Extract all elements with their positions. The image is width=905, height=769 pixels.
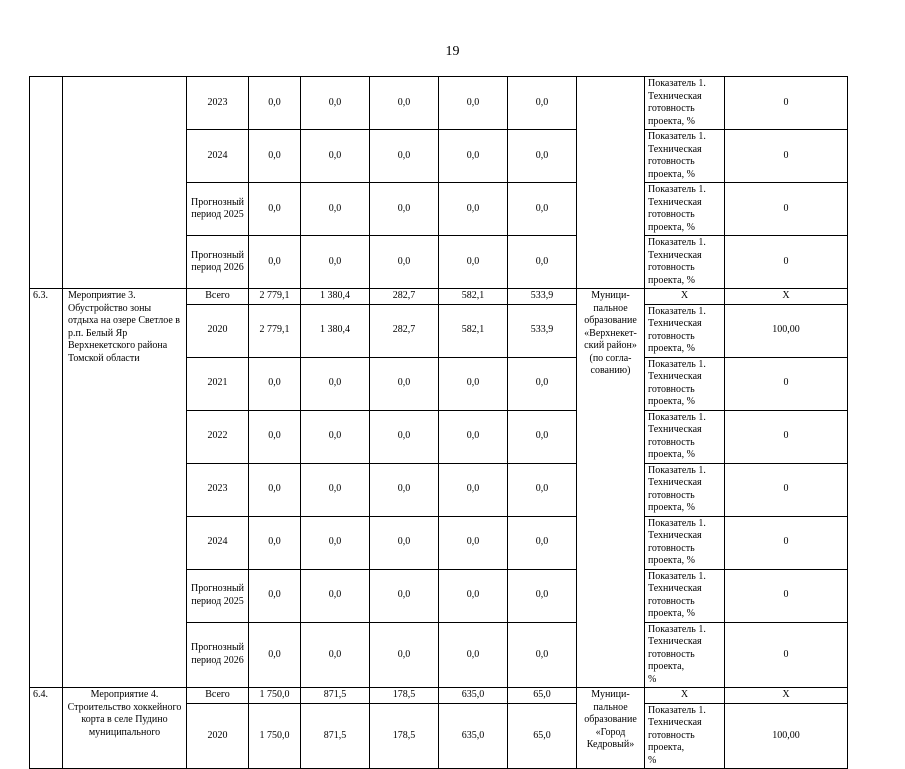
period-cell: 2023 <box>187 77 249 130</box>
indicator-value-cell: 0 <box>725 463 848 516</box>
value-cell: 0,0 <box>439 569 508 622</box>
value-cell: 0,0 <box>301 516 370 569</box>
indicator-value-cell: 0 <box>725 357 848 410</box>
indicator-value-cell: 100,00 <box>725 304 848 357</box>
value-cell: 871,5 <box>301 688 370 704</box>
executor-cell <box>577 77 645 289</box>
period-cell: Прогнозный период 2026 <box>187 236 249 289</box>
period-cell: Всего <box>187 289 249 305</box>
value-cell: 1 380,4 <box>301 304 370 357</box>
indicator-cell: Показатель 1. Техническая готовность проекта, % <box>645 463 725 516</box>
period-cell: Всего <box>187 688 249 704</box>
value-cell: 635,0 <box>439 703 508 769</box>
value-cell: 0,0 <box>370 410 439 463</box>
number-cell <box>30 77 63 289</box>
value-cell: 0,0 <box>370 357 439 410</box>
value-cell: 0,0 <box>439 516 508 569</box>
cross-mark: Х <box>725 289 848 305</box>
indicator-value-cell: 0 <box>725 516 848 569</box>
cross-mark: Х <box>645 289 725 305</box>
value-cell: 2 779,1 <box>249 304 301 357</box>
period-cell: Прогнозный период 2025 <box>187 569 249 622</box>
value-cell: 282,7 <box>370 304 439 357</box>
value-cell: 0,0 <box>249 463 301 516</box>
indicator-value-cell: 100,00 <box>725 703 848 769</box>
measure-name: Мероприятие 4. Строительство хоккейного корта в селе Пудино муниципального <box>63 688 187 769</box>
value-cell: 0,0 <box>508 410 577 463</box>
value-cell: 0,0 <box>370 130 439 183</box>
period-cell: Прогнозный период 2025 <box>187 183 249 236</box>
indicator-value-cell: 0 <box>725 236 848 289</box>
number-cell <box>30 516 63 688</box>
indicator-cell: Показатель 1. Техническая готовность проекта, % <box>645 304 725 357</box>
executor-cell: Муници-пальное образование «Город Кедровый» <box>577 688 645 769</box>
value-cell: 0,0 <box>370 569 439 622</box>
value-cell: 582,1 <box>439 289 508 305</box>
value-cell: 0,0 <box>508 77 577 130</box>
indicator-value-cell: 0 <box>725 622 848 688</box>
value-cell: 0,0 <box>439 77 508 130</box>
indicator-cell: Показатель 1. Техническая готовность проекта, % <box>645 410 725 463</box>
value-cell: 582,1 <box>439 304 508 357</box>
program-measures-table <box>29 76 905 769</box>
value-cell: 635,0 <box>439 688 508 704</box>
value-cell: 0,0 <box>249 130 301 183</box>
measure-name-cell <box>63 77 187 289</box>
page-number: 19 <box>0 44 905 60</box>
value-cell: 0,0 <box>439 410 508 463</box>
period-cell: 2023 <box>187 463 249 516</box>
value-cell: 0,0 <box>301 357 370 410</box>
period-cell: 2024 <box>187 130 249 183</box>
value-cell: 0,0 <box>370 516 439 569</box>
value-cell: 0,0 <box>508 622 577 688</box>
value-cell: 0,0 <box>301 77 370 130</box>
value-cell: 65,0 <box>508 703 577 769</box>
value-cell: 0,0 <box>301 183 370 236</box>
period-cell: 2020 <box>187 703 249 769</box>
value-cell: 0,0 <box>508 569 577 622</box>
cross-mark: Х <box>645 688 725 704</box>
value-cell: 0,0 <box>370 236 439 289</box>
indicator-cell: Показатель 1. Техническая готовность проекта, % <box>645 516 725 569</box>
value-cell: 0,0 <box>301 236 370 289</box>
value-cell: 178,5 <box>370 703 439 769</box>
indicator-cell: Показатель 1. Техническая готовность проекта, % <box>645 569 725 622</box>
period-cell: 2022 <box>187 410 249 463</box>
value-cell: 533,9 <box>508 289 577 305</box>
value-cell: 0,0 <box>370 77 439 130</box>
value-cell: 0,0 <box>439 236 508 289</box>
value-cell: 0,0 <box>439 622 508 688</box>
table-row <box>30 289 905 305</box>
value-cell: 0,0 <box>301 410 370 463</box>
indicator-value-cell: 0 <box>725 77 848 130</box>
indicator-value-cell: 0 <box>725 569 848 622</box>
value-cell: 0,0 <box>370 183 439 236</box>
indicator-value-cell: 0 <box>725 130 848 183</box>
value-cell: 0,0 <box>249 410 301 463</box>
value-cell: 0,0 <box>370 463 439 516</box>
indicator-cell: Показатель 1. Техническая готовность проекта, % <box>645 236 725 289</box>
value-cell: 0,0 <box>249 569 301 622</box>
value-cell: 1 750,0 <box>249 703 301 769</box>
indicator-cell <box>645 622 725 688</box>
indicator-value-cell: 0 <box>725 410 848 463</box>
measure-name: Мероприятие 3. Обустройство зоны отдыха на озере Светлое в р.п. Белый Яр Верхнекетского района Томской области <box>63 289 187 688</box>
period-cell: Прогнозный период 2026 <box>187 622 249 688</box>
value-cell: 0,0 <box>249 183 301 236</box>
value-cell: 0,0 <box>249 77 301 130</box>
value-cell: 871,5 <box>301 703 370 769</box>
indicator-value-cell: 0 <box>725 183 848 236</box>
cross-mark: Х <box>725 688 848 704</box>
value-cell: 0,0 <box>508 183 577 236</box>
period-cell: 2020 <box>187 304 249 357</box>
period-cell: 2021 <box>187 357 249 410</box>
value-cell: 0,0 <box>301 463 370 516</box>
value-cell: 0,0 <box>301 569 370 622</box>
value-cell: 282,7 <box>370 289 439 305</box>
value-cell: 0,0 <box>301 622 370 688</box>
value-cell: 0,0 <box>249 236 301 289</box>
value-cell: 2 779,1 <box>249 289 301 305</box>
value-cell: 533,9 <box>508 304 577 357</box>
indicator-line: Показатель 1. Техническая готовность проекта, <box>648 624 706 673</box>
indicator-cell: Показатель 1. Техническая готовность проекта, % <box>645 130 725 183</box>
value-cell: 0,0 <box>439 130 508 183</box>
indicator-cell <box>645 703 725 769</box>
value-cell: 0,0 <box>508 516 577 569</box>
value-cell: 0,0 <box>301 130 370 183</box>
value-cell: 0,0 <box>249 516 301 569</box>
value-cell: 1 380,4 <box>301 289 370 305</box>
indicator-line: Показатель 1. Техническая готовность проекта, <box>648 705 706 754</box>
value-cell: 0,0 <box>370 622 439 688</box>
value-cell: 0,0 <box>508 130 577 183</box>
indicator-cell: Показатель 1. Техническая готовность проекта, % <box>645 183 725 236</box>
value-cell: 178,5 <box>370 688 439 704</box>
value-cell: 0,0 <box>508 463 577 516</box>
measure-number: 6.4. <box>30 688 63 769</box>
value-cell: 0,0 <box>508 236 577 289</box>
indicator-line: % <box>648 674 656 685</box>
executor-cell: Муници-пальное образование «Верхнекет-ский район» (по согла-сованию) <box>577 289 645 688</box>
value-cell: 0,0 <box>439 463 508 516</box>
value-cell: 0,0 <box>508 357 577 410</box>
indicator-line: % <box>648 755 656 766</box>
value-cell: 0,0 <box>249 357 301 410</box>
table-row <box>30 77 905 130</box>
measure-number: 6.3. <box>30 289 63 517</box>
indicator-cell: Показатель 1. Техническая готовность проекта, % <box>645 357 725 410</box>
value-cell: 1 750,0 <box>249 688 301 704</box>
period-cell: 2024 <box>187 516 249 569</box>
value-cell: 65,0 <box>508 688 577 704</box>
indicator-cell: Показатель 1. Техническая готовность проекта, % <box>645 77 725 130</box>
value-cell: 0,0 <box>439 183 508 236</box>
value-cell: 0,0 <box>439 357 508 410</box>
value-cell: 0,0 <box>249 622 301 688</box>
table-row <box>30 688 905 704</box>
